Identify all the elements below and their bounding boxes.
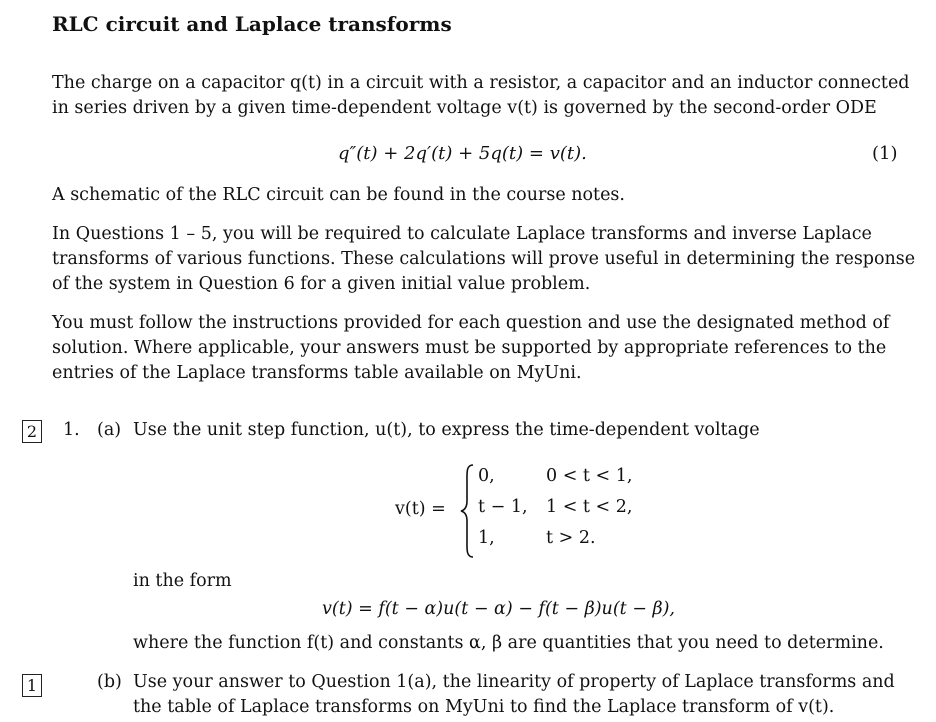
instructions-line: entries of the Laplace transforms table available on MyUni. bbox=[52, 363, 582, 383]
questions-intro-line: In Questions 1 – 5, you will be required to calculate Laplace transforms and inverse Laplace bbox=[52, 224, 872, 244]
ode-equation: q″(t) + 2q′(t) + 5q(t) = v(t). bbox=[338, 143, 587, 164]
questions-intro-line: of the system in Question 6 for a given initial value problem. bbox=[52, 274, 591, 294]
instructions-paragraph bbox=[52, 311, 902, 386]
in-the-form-text: in the form bbox=[133, 571, 232, 591]
schematic-note bbox=[52, 183, 902, 208]
part-b-line: the table of Laplace transforms on MyUni to find the Laplace transform of v(t). bbox=[133, 697, 835, 717]
marks-box-1b: 1 bbox=[22, 674, 42, 697]
questions-intro-line: transforms of various functions. These calculations will prove useful in determining the response bbox=[52, 249, 916, 269]
case-value: 0, bbox=[478, 466, 495, 486]
case-condition: 1 < t < 2, bbox=[546, 497, 633, 517]
instructions-line: You must follow the instructions provided for each question and use the designated method of bbox=[52, 313, 890, 333]
marks-box-1a: 2 bbox=[22, 420, 42, 443]
intro-line: The charge on a capacitor q(t) in a circuit with a resistor, a capacitor and an inductor connected bbox=[52, 73, 910, 93]
questions-intro-paragraph bbox=[52, 222, 916, 297]
intro-paragraph bbox=[52, 71, 910, 121]
where-text: where the function f(t) and constants α, β are quantities that you need to determine. bbox=[133, 633, 884, 653]
form-equation: v(t) = f(t − α)u(t − α) − f(t − β)u(t − β), bbox=[322, 599, 675, 619]
case-value: t − 1, bbox=[478, 497, 528, 517]
case-value: 1, bbox=[478, 528, 495, 548]
equation-number: (1) bbox=[872, 143, 898, 164]
part-b-label: (b) bbox=[97, 672, 122, 692]
part-b-line: Use your answer to Question 1(a), the linearity of property of Laplace transforms and bbox=[133, 672, 895, 692]
part-a-label: (a) bbox=[97, 420, 122, 440]
schematic-note-line: A schematic of the RLC circuit can be found in the course notes. bbox=[52, 185, 625, 205]
instructions-line: solution. Where applicable, your answers must be supported by appropriate references to the bbox=[52, 338, 887, 358]
part-a-text: Use the unit step function, u(t), to express the time-dependent voltage bbox=[133, 420, 760, 440]
page-title: RLC circuit and Laplace transforms bbox=[52, 12, 452, 36]
case-condition: 0 < t < 1, bbox=[546, 466, 633, 486]
piecewise-lhs: v(t) = bbox=[395, 499, 446, 519]
question-number: 1. bbox=[63, 420, 80, 440]
curly-brace bbox=[460, 463, 474, 559]
intro-line: in series driven by a given time-dependent voltage v(t) is governed by the second-order ODE bbox=[52, 98, 877, 118]
case-condition: t > 2. bbox=[546, 528, 596, 548]
